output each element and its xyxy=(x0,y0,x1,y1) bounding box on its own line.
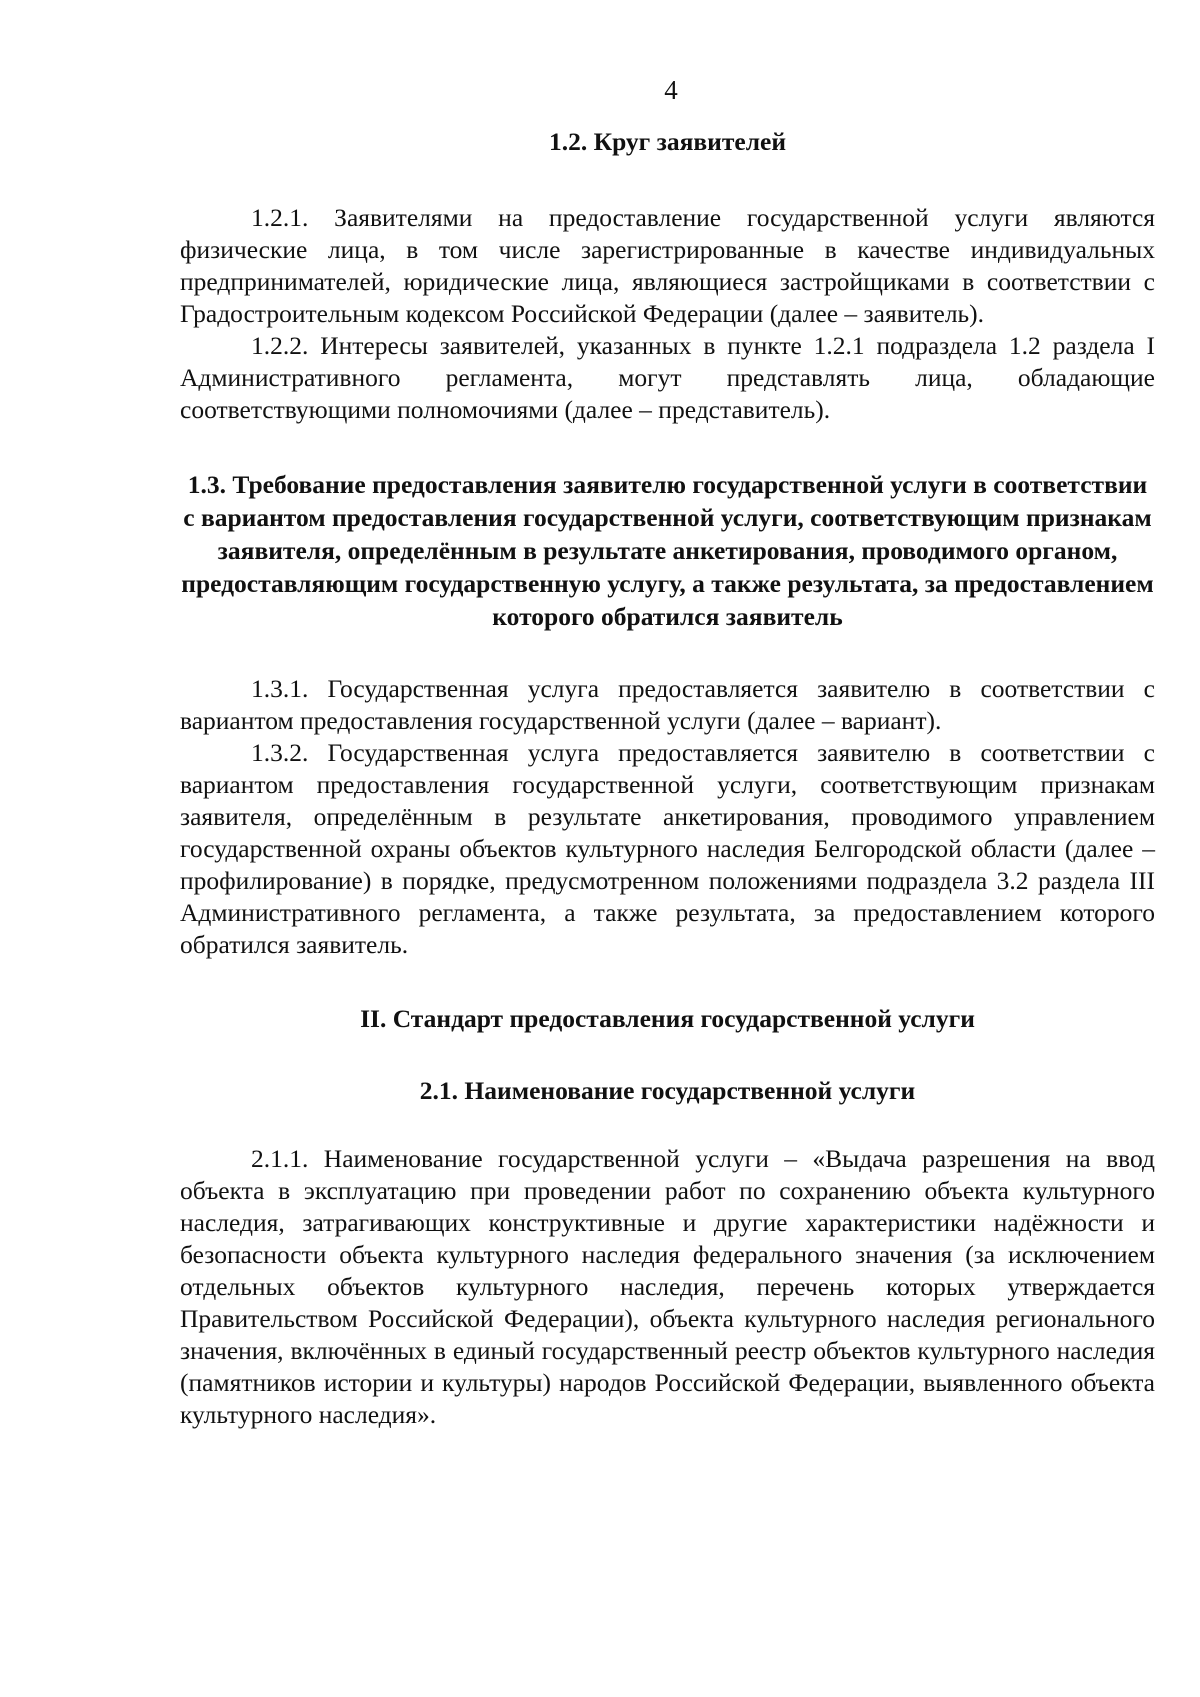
chapter-heading-2: II. Стандарт предоставления государственной услуги xyxy=(360,1004,975,1033)
page-number: 4 xyxy=(664,75,678,105)
paragraph-1-2-2: 1.2.2. Интересы заявителей, указанных в пункте 1.2.1 подраздела 1.2 раздела I Административного регламента, могут представлять лица, обладающие соответствующими полномочиями (далее – представитель). xyxy=(180,331,1155,424)
document-body xyxy=(180,126,1155,1431)
paragraph-1-3-1: 1.3.1. Государственная услуга предоставляется заявителю в соответствии с вариантом предоставления государственной услуги (далее – вариант). xyxy=(180,674,1155,735)
paragraph-1-3-2: 1.3.2. Государственная услуга предоставляется заявителю в соответствии с вариантом предоставления государственной услуги, соответствующим признакам заявителя, определённым в результате анкетирования, проводимого управлением государственной охраны объектов культурного наследия Белгородской области (далее – профилирование) в порядке, предусмотренном положениями подраздела 3.2 раздела III Административного регламента, а также результата, за предоставлением которого обратился заявитель. xyxy=(180,738,1155,959)
section-heading-1-2: 1.2. Круг заявителей xyxy=(548,127,787,156)
paragraph-1-2-1: 1.2.1. Заявителями на предоставление государственной услуги являются физические лица, в том числе зарегистрированные в качестве индивидуальных предпринимателей, юридические лица, являющиеся застройщиками в соответствии с Градостроительным кодексом Российской Федерации (далее – заявитель). xyxy=(180,203,1155,328)
paragraph-2-1-1: 2.1.1. Наименование государственной услуги – «Выдача разрешения на ввод объекта в эксплуатацию при проведении работ по сохранению объекта культурного наследия, затрагивающих конструктивные и другие характеристики надёжности и безопасности объекта культурного наследия федерального значения (за исключением отдельных объектов культурного наследия, перечень которых утверждается Правительством Российской Федерации), объекта культурного наследия регионального значения, включённых в единый государственный реестр объектов культурного наследия (памятников истории и культуры) народов Российской Федерации, выявленного объекта культурного наследия». xyxy=(180,1144,1155,1429)
section-heading-1-3: 1.3. Требование предоставления заявителю государственной услуги в соответствии с вариантом предоставления государственной услуги, соответствующим признакам заявителя, определённым в результате анкетирования, проводимого органом, предоставляющим государственную услугу, а также результата, за предоставлением которого обратился заявитель xyxy=(181,470,1154,631)
section-heading-2-1: 2.1. Наименование государственной услуги xyxy=(419,1076,916,1105)
